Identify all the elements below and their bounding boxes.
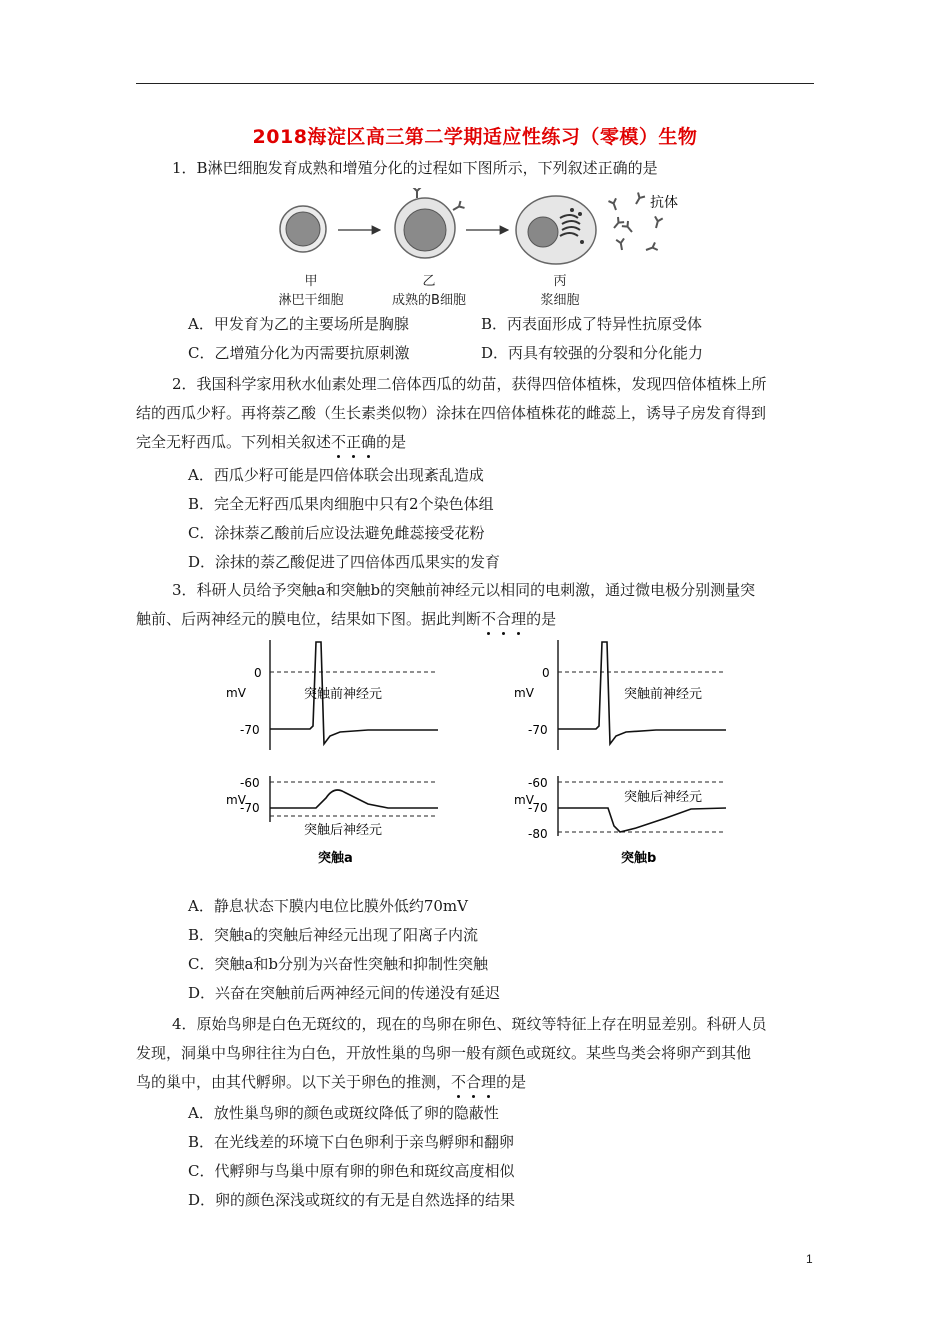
q4-option-a: A．放性巢鸟卵的颜色或斑纹降低了卵的隐蔽性 bbox=[188, 1104, 499, 1122]
svg-text:突触后神经元: 突触后神经元 bbox=[624, 790, 703, 805]
svg-text:突触前神经元: 突触前神经元 bbox=[304, 687, 383, 702]
stem-cell bbox=[280, 206, 326, 252]
q4-option-c: C．代孵卵与鸟巢中原有卵的卵色和斑纹高度相似 bbox=[188, 1162, 515, 1180]
svg-text:0: 0 bbox=[254, 666, 262, 680]
svg-text:-70: -70 bbox=[240, 801, 260, 815]
svg-text:突触后神经元: 突触后神经元 bbox=[304, 823, 383, 838]
q4-line-2: 发现，洞巢中鸟卵往往为白色，开放性巢的鸟卵一般有颜色或斑纹。某些鸟类会将卵产到其他 bbox=[136, 1044, 752, 1062]
q2-option-a: A．西瓜少籽可能是四倍体联会出现紊乱造成 bbox=[188, 466, 484, 484]
q1-option-c: C．乙增殖分化为丙需要抗原刺激 bbox=[188, 344, 410, 362]
post-trace-b bbox=[558, 808, 726, 832]
svg-text:-70: -70 bbox=[240, 723, 260, 737]
cell-1-caption: 甲 淋巴干细胞 bbox=[278, 274, 344, 308]
svg-text:mV: mV bbox=[226, 686, 246, 700]
q2-line-3: 完全无籽西瓜。下列相关叙述不正确的是 bbox=[136, 433, 407, 451]
cell-2-caption: 乙 成熟的B细胞 bbox=[392, 274, 466, 308]
svg-text:突触b: 突触b bbox=[621, 851, 657, 866]
q1-option-b: B．丙表面形成了特异性抗原受体 bbox=[481, 315, 703, 333]
svg-text:-70: -70 bbox=[528, 723, 548, 737]
svg-text:0: 0 bbox=[542, 666, 550, 680]
svg-text:mV: mV bbox=[514, 793, 534, 807]
svg-text:突触前神经元: 突触前神经元 bbox=[624, 687, 703, 702]
svg-text:-60: -60 bbox=[528, 776, 548, 790]
svg-text:-60: -60 bbox=[240, 776, 260, 790]
page-number: 1 bbox=[806, 1252, 813, 1266]
cell-3-caption: 丙 浆细胞 bbox=[540, 274, 580, 308]
q2-option-c: C．涂抹萘乙酸前后应设法避免雌蕊接受花粉 bbox=[188, 524, 485, 542]
page-title: 2018海淀区高三第二学期适应性练习（零模）生物 bbox=[252, 126, 698, 148]
post-trace-a bbox=[270, 790, 438, 808]
q1-stem: 1．B淋巴细胞发育成熟和增殖分化的过程如下图所示，下列叙述正确的是 bbox=[172, 159, 658, 177]
q2-option-d: D．涂抹的萘乙酸促进了四倍体西瓜果实的发育 bbox=[188, 553, 501, 571]
q2-line-1: 2．我国科学家用秋水仙素处理二倍体西瓜的幼苗，获得四倍体植株，发现四倍体植株上所 bbox=[172, 375, 767, 393]
q2-option-b: B．完全无籽西瓜果肉细胞中只有2个染色体组 bbox=[188, 495, 494, 513]
q4-option-b: B．在光线差的环境下白色卵利于亲鸟孵卵和翻卵 bbox=[188, 1133, 515, 1151]
mature-b-cell bbox=[395, 188, 465, 258]
q3-line-2: 触前、后两神经元的膜电位，结果如下图。据此判断不合理的是 bbox=[136, 610, 557, 628]
svg-text:突触a: 突触a bbox=[318, 851, 353, 866]
q2-line-2: 结的西瓜少籽。再将萘乙酸（生长素类似物）涂抹在四倍体植株花的雌蕊上，诱导子房发育得到 bbox=[136, 404, 767, 422]
q4-option-d: D．卵的颜色深浅或斑纹的有无是自然选择的结果 bbox=[188, 1191, 516, 1209]
svg-text:mV: mV bbox=[514, 686, 534, 700]
q4-line-1: 4．原始鸟卵是白色无斑纹的，现在的鸟卵在卵色、斑纹等特征上存在明显差别。科研人员 bbox=[172, 1015, 767, 1033]
q1-option-a: A．甲发育为乙的主要场所是胸腺 bbox=[188, 315, 409, 333]
q1-option-d: D．丙具有较强的分裂和分化能力 bbox=[481, 344, 704, 362]
q3-option-a: A．静息状态下膜内电位比膜外低约70mV bbox=[188, 897, 468, 915]
synapse-b-figure bbox=[506, 636, 756, 876]
synapse-a-figure bbox=[218, 636, 448, 876]
q4-line-3: 鸟的巢中，由其代孵卵。以下关于卵色的推测，不合理的是 bbox=[136, 1073, 527, 1091]
plasma-cell bbox=[516, 196, 596, 264]
q3-line-1: 3．科研人员给予突触a和突触b的突触前神经元以相同的电刺激，通过微电极分别测量突 bbox=[172, 581, 756, 599]
q1-figure bbox=[270, 188, 690, 272]
svg-text:-80: -80 bbox=[528, 827, 548, 841]
antibody-label: 抗体 bbox=[650, 195, 678, 211]
q3-option-d: D．兴奋在突触前后两神经元间的传递没有延迟 bbox=[188, 984, 501, 1002]
svg-text:mV: mV bbox=[226, 793, 246, 807]
svg-text:-70: -70 bbox=[528, 801, 548, 815]
b-cell-diagram bbox=[270, 188, 690, 268]
q3-option-c: C．突触a和b分别为兴奋性突触和抑制性突触 bbox=[188, 955, 489, 973]
header-rule bbox=[136, 83, 814, 84]
q3-option-b: B．突触a的突触后神经元出现了阳离子内流 bbox=[188, 926, 478, 944]
